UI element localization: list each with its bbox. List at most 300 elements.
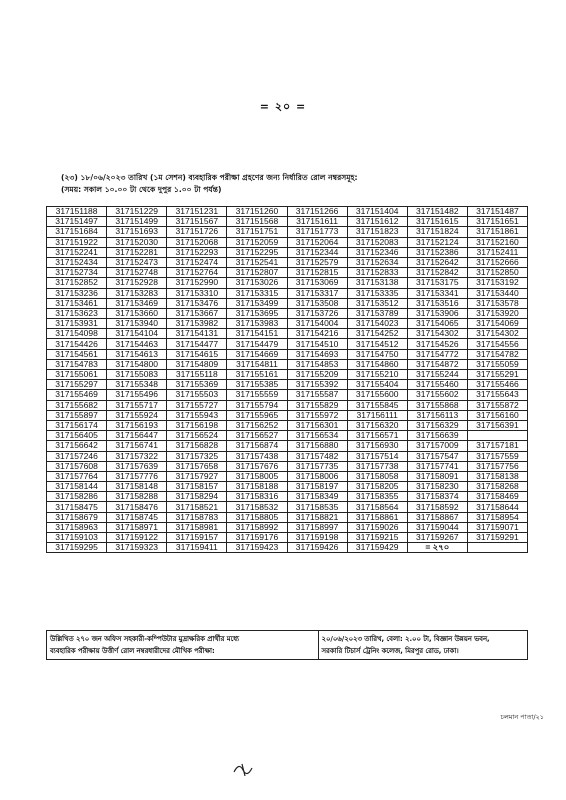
roll-number-cell: 317156524 [167,431,227,441]
roll-number-cell: 317151861 [467,227,527,237]
roll-number-cell: 317159426 [287,543,347,553]
table-row [47,257,528,267]
table-row [47,370,528,380]
roll-number-cell: 317159122 [107,533,167,543]
roll-number-cell: 317151824 [407,227,467,237]
roll-number-cell: 317153512 [347,298,407,308]
roll-number-cell: 317152541 [227,257,287,267]
roll-number-cell: 317155083 [107,370,167,380]
roll-number-cell: 317151404 [347,207,407,217]
table-row [47,237,528,247]
roll-number-cell: 317152434 [47,257,107,267]
roll-number-cell: 317154069 [467,319,527,329]
roll-number-cell: 317158867 [407,512,467,522]
roll-number-cell: 317158535 [287,502,347,512]
roll-number-cell: 317158821 [287,512,347,522]
roll-number-cell: 317158981 [167,522,227,532]
roll-number-cell: 317157658 [167,461,227,471]
roll-number-cell: 317158316 [227,492,287,502]
roll-number-cell: 317159429 [347,543,407,553]
notice-right-cell [318,631,527,660]
roll-number-cell: 317154302 [467,329,527,339]
roll-number-cell: 317152386 [407,247,467,257]
roll-number-cell: 317152295 [227,247,287,257]
roll-number-cell: 317158963 [47,522,107,532]
roll-number-cell: 317152833 [347,268,407,278]
roll-number-cell: 317155059 [467,359,527,369]
roll-number-cell: 317155460 [407,380,467,390]
roll-number-cell: 317153940 [107,319,167,329]
roll-number-cell: 317154693 [287,349,347,359]
roll-number-cell: 317151499 [107,217,167,227]
roll-number-cell: 317155587 [287,390,347,400]
table-row [47,543,528,553]
roll-number-cell: 317156160 [467,410,527,420]
roll-number-cell: 317152068 [167,237,227,247]
roll-number-cell: 317155297 [47,380,107,390]
roll-number-cell: 317155210 [347,370,407,380]
roll-number-cell: 317151773 [287,227,347,237]
table-row [47,227,528,237]
roll-number-cell: 317158532 [227,502,287,512]
roll-number-cell: 317152064 [287,237,347,247]
roll-number-cell: 317158006 [287,471,347,481]
roll-number-cell: 317152642 [407,257,467,267]
table-row [47,217,528,227]
table-row [47,329,528,339]
roll-number-cell: 317154131 [167,329,227,339]
roll-number-cell: 317158469 [467,492,527,502]
roll-number-cell: 317155600 [347,390,407,400]
roll-number-cell [467,543,527,553]
roll-number-cell: 317152990 [167,278,227,288]
roll-number-cell: 317157735 [287,461,347,471]
roll-number-cell: 317159176 [227,533,287,543]
roll-number-cell: 317158997 [287,522,347,532]
roll-number-cell: 317155244 [407,370,467,380]
roll-number-cell: 317157482 [287,451,347,461]
roll-number-cell: 317158521 [167,502,227,512]
roll-number-cell: 317153660 [107,308,167,318]
roll-number-cell: 317154853 [287,359,347,369]
roll-number-cell: 317158286 [47,492,107,502]
roll-number-cell: 317152293 [167,247,227,257]
roll-number-cell: 317155503 [167,390,227,400]
table-row [47,420,528,430]
roll-number-cell: 317155369 [167,380,227,390]
roll-number-cell: 317156639 [407,431,467,441]
roll-number-cell: 317155496 [107,390,167,400]
roll-number-cell: 317152346 [347,247,407,257]
roll-number-cell: 317151497 [47,217,107,227]
roll-number-cell [467,431,527,441]
roll-number-cell: 317154477 [167,339,227,349]
roll-number-cell: 317158005 [227,471,287,481]
roll-number-cell: 317154561 [47,349,107,359]
page-number: = ২০ = [259,100,307,113]
roll-number-cell: 317156571 [347,431,407,441]
roll-number-cell: 317158644 [467,502,527,512]
roll-number-cell: 317159198 [287,533,347,543]
roll-number-cell: 317153283 [107,288,167,298]
roll-number-cell: 317158288 [107,492,167,502]
roll-number-cell: 317154151 [227,329,287,339]
roll-number-cell: 317152734 [47,268,107,278]
roll-number-cell: 317158861 [347,512,407,522]
roll-number-cell: 317153623 [47,308,107,318]
table-row [47,400,528,410]
roll-number-cell: 317158592 [407,502,467,512]
roll-number-cell: 317158679 [47,512,107,522]
roll-number-cell: 317156320 [347,420,407,430]
table-row [47,410,528,420]
roll-number-cell: 317156301 [287,420,347,430]
roll-number-cell: 317155602 [407,390,467,400]
table-row [47,533,528,543]
notice-left-line-1: উল্লিখিত ২৭০ জন অফিস সহকারী-কম্পিউটার মুদ্রাক্ষরিক প্রার্থীর মধ্যে [50,635,240,643]
roll-number-cell: 317155682 [47,400,107,410]
roll-number-cell: 317154004 [287,319,347,329]
section-time-note: (সময়: সকাল ১০.০০ টা থেকে দুপুর ১.০০ টা পর্যন্ত) [61,185,222,194]
roll-number-cell: 317156198 [167,420,227,430]
notice-right-line-1: ২০/০৬/২০২৩ তারিখ, বেলা: ২.০০ টা, বিজ্ঞান উন্নয়ন ভবন, [321,635,490,643]
roll-number-cell: 317157514 [347,451,407,461]
roll-number-cell: 317157547 [407,451,467,461]
roll-number-cell: 317152124 [407,237,467,247]
roll-number-cell: 317158349 [287,492,347,502]
roll-number-cell: 317153726 [287,308,347,318]
roll-number-cell: 317151188 [47,207,107,217]
roll-number-cell: 317152083 [347,237,407,247]
roll-number-cell: 317152928 [107,278,167,288]
roll-number-cell: 317152160 [467,237,527,247]
roll-number-cell: 317155392 [287,380,347,390]
roll-number-cell: 317151229 [107,207,167,217]
roll-number-cell: 317158971 [107,522,167,532]
roll-number-cell: 317154426 [47,339,107,349]
roll-number-cell: 317154783 [47,359,107,369]
roll-number-cell: 317158564 [347,502,407,512]
roll-number-cell: = ২৭০ [407,543,467,553]
roll-number-cell: 317158783 [167,512,227,522]
roll-number-cell: 317157676 [227,461,287,471]
roll-number-cell: 317154302 [407,329,467,339]
roll-number-cell: 317157559 [467,451,527,461]
roll-number-cell: 317152666 [467,257,527,267]
roll-number-cell: 317153983 [227,319,287,329]
roll-number-cell: 317154750 [347,349,407,359]
roll-number-table [46,206,528,553]
table-row [47,349,528,359]
table-row [47,431,528,441]
roll-number-cell: 317155829 [287,400,347,410]
roll-number-cell: 317155209 [287,370,347,380]
table-row [47,482,528,492]
viva-notice-table [46,630,528,660]
roll-number-cell: 317153310 [167,288,227,298]
roll-number-cell: 317154615 [167,349,227,359]
table-row [47,390,528,400]
roll-number-cell: 317155872 [467,400,527,410]
roll-number-cell: 317152411 [467,247,527,257]
roll-number-cell: 317155291 [467,370,527,380]
roll-number-cell: 317156828 [167,441,227,451]
roll-number-cell: 317157181 [467,441,527,451]
roll-number-cell: 317152815 [287,268,347,278]
roll-number-cell: 317153317 [287,288,347,298]
roll-number-cell: 317152634 [347,257,407,267]
table-row [47,502,528,512]
table-row [47,247,528,257]
roll-number-cell: 317155385 [227,380,287,390]
roll-number-cell: 317155118 [167,370,227,380]
roll-number-cell: 317153920 [467,308,527,318]
roll-number-cell: 317154556 [467,339,527,349]
table-row [47,207,528,217]
continued-page-note: চলমান পাতা/২১ [500,713,544,721]
roll-number-cell: 317157764 [47,471,107,481]
table-row [47,308,528,318]
table-row [47,492,528,502]
roll-number-cell: 317158157 [167,482,227,492]
roll-number-cell: 317154613 [107,349,167,359]
roll-number-cell: 317154252 [347,329,407,339]
roll-number-cell: 317158992 [227,522,287,532]
roll-number-cell: 317154065 [407,319,467,329]
table-row [47,451,528,461]
roll-number-cell: 317154811 [227,359,287,369]
roll-number-cell: 317154800 [107,359,167,369]
roll-number-cell: 317158138 [467,471,527,481]
roll-number-cell: 317159291 [467,533,527,543]
roll-number-cell: 317153578 [467,298,527,308]
roll-number-cell: 317152344 [287,247,347,257]
roll-number-cell: 317159323 [107,543,167,553]
roll-number-cell: 317158230 [407,482,467,492]
roll-number-cell: 317158374 [407,492,467,502]
table-row [47,359,528,369]
table-row [47,288,528,298]
roll-number-cell: 317151612 [347,217,407,227]
roll-number-cell: 317158745 [107,512,167,522]
roll-number-cell: 317153469 [107,298,167,308]
roll-number-cell: 317153026 [227,278,287,288]
roll-number-cell: 317155161 [227,370,287,380]
roll-number-cell: 317151823 [347,227,407,237]
roll-number-cell: 317155348 [107,380,167,390]
roll-number-cell: 317159157 [167,533,227,543]
roll-number-cell: 317153341 [407,288,467,298]
roll-number-cell: 317158268 [467,482,527,492]
roll-number-cell: 317152241 [47,247,107,257]
roll-number-cell: 317156534 [287,431,347,441]
roll-number-cell: 317159026 [347,522,407,532]
roll-number-cell: 317158954 [467,512,527,522]
roll-number-cell: 317156329 [407,420,467,430]
roll-number-cell: 317151693 [107,227,167,237]
roll-number-cell: 317153461 [47,298,107,308]
roll-number-cell: 317156391 [467,420,527,430]
roll-number-cell: 317154772 [407,349,467,359]
roll-number-cell: 317156741 [107,441,167,451]
roll-number-cell: 317159423 [227,543,287,553]
table-row [47,339,528,349]
roll-number-cell: 317158058 [347,471,407,481]
roll-number-cell: 317158188 [227,482,287,492]
roll-number-cell: 317156111 [347,410,407,420]
roll-number-cell: 317153906 [407,308,467,318]
roll-number-cell: 317155897 [47,410,107,420]
roll-number-cell: 317158805 [227,512,287,522]
roll-number-cell: 317151487 [467,207,527,217]
roll-number-cell: 317154809 [167,359,227,369]
roll-number-cell: 317153236 [47,288,107,298]
roll-number-cell: 317157322 [107,451,167,461]
roll-number-cell: 317156447 [107,431,167,441]
roll-number-cell: 317151751 [227,227,287,237]
roll-number-cell: 317151266 [287,207,347,217]
roll-number-cell: 317157009 [407,441,467,451]
roll-number-cell: 317155061 [47,370,107,380]
signature-mark [230,760,260,778]
notice-right-line-2: সরকারি টিচার্স ট্রেনিং কলেজ, মিরপুর রোড, ঢাকা। [321,647,459,655]
table-row [47,268,528,278]
roll-number-cell: 317151726 [167,227,227,237]
roll-number-cell: 317156874 [227,441,287,451]
roll-number-cell: 317157756 [467,461,527,471]
roll-number-cell: 317155404 [347,380,407,390]
roll-number-cell: 317157325 [167,451,227,461]
roll-number-cell: 317154526 [407,339,467,349]
roll-number-cell: 317159215 [347,533,407,543]
roll-number-cell: 317158205 [347,482,407,492]
roll-number-cell: 317157776 [107,471,167,481]
roll-number-cell: 317154782 [467,349,527,359]
roll-number-cell: 317156113 [407,410,467,420]
roll-number-cell: 317154463 [107,339,167,349]
roll-number-cell: 317155965 [227,410,287,420]
roll-number-cell: 317152474 [167,257,227,267]
roll-number-cell: 317154669 [227,349,287,359]
roll-number-cell: 317155469 [47,390,107,400]
roll-number-cell: 317155845 [347,400,407,410]
roll-number-cell: 317151651 [467,217,527,227]
roll-number-cell: 317155794 [227,400,287,410]
roll-number-cell: 317152852 [47,278,107,288]
roll-number-cell: 317154098 [47,329,107,339]
roll-number-cell: 317158091 [407,471,467,481]
roll-number-cell: 317154479 [227,339,287,349]
roll-number-cell: 317154872 [407,359,467,369]
roll-number-cell: 317153192 [467,278,527,288]
roll-number-cell: 317158294 [167,492,227,502]
roll-number-cell: 317156174 [47,420,107,430]
roll-number-cell: 317152764 [167,268,227,278]
roll-number-cell: 317156193 [107,420,167,430]
roll-number-cell: 317153440 [467,288,527,298]
roll-number-cell: 317154023 [347,319,407,329]
roll-number-cell: 317156930 [347,441,407,451]
table-row [47,441,528,451]
roll-number-cell: 317153476 [167,298,227,308]
roll-number-cell: 317153667 [167,308,227,318]
roll-number-cell: 317155924 [107,410,167,420]
roll-number-cell: 317152850 [467,268,527,278]
roll-number-cell: 317159295 [47,543,107,553]
roll-number-cell: 317151260 [227,207,287,217]
roll-number-cell: 317159267 [407,533,467,543]
roll-number-cell: 317157738 [347,461,407,471]
section-heading: (২৩) ১৮/০৬/২০২৩ তারিখ (১ম সেশন) ব্যবহারিক পরীক্ষা গ্রহণের জন্য নির্ধারিত রোল নম্বরসমূহ: [61,173,358,182]
roll-number-cell: 317154216 [287,329,347,339]
roll-number-cell: 317152842 [407,268,467,278]
roll-number-cell: 317152059 [227,237,287,247]
roll-number-cell: 317153315 [227,288,287,298]
roll-number-cell: 317155466 [467,380,527,390]
roll-number-cell: 317156405 [47,431,107,441]
table-row [47,471,528,481]
roll-number-cell: 317151922 [47,237,107,247]
roll-number-cell: 317153508 [287,298,347,308]
table-row [47,461,528,471]
roll-number-cell: 317158355 [347,492,407,502]
roll-number-cell: 317154510 [287,339,347,349]
notice-left-cell [47,631,319,660]
roll-number-cell: 317155868 [407,400,467,410]
roll-number-cell: 317153982 [167,319,227,329]
table-row [47,319,528,329]
roll-number-cell: 317151615 [407,217,467,227]
roll-number-cell: 317151611 [287,217,347,227]
roll-number-cell: 317157438 [227,451,287,461]
roll-number-cell: 317156642 [47,441,107,451]
roll-number-cell: 317151684 [47,227,107,237]
roll-number-cell: 317153138 [347,278,407,288]
table-row [47,298,528,308]
roll-number-cell: 317152579 [287,257,347,267]
roll-number-cell: 317155559 [227,390,287,400]
roll-number-cell: 317156252 [227,420,287,430]
roll-number-cell: 317153175 [407,278,467,288]
table-row [47,278,528,288]
roll-number-cell: 317153695 [227,308,287,318]
table-row [47,522,528,532]
roll-number-cell: 317156527 [227,431,287,441]
roll-number-cell: 317158148 [107,482,167,492]
roll-number-cell: 317151568 [227,217,287,227]
roll-number-cell: 317151231 [167,207,227,217]
roll-number-cell: 317158476 [107,502,167,512]
roll-number-cell: 317157639 [107,461,167,471]
roll-number-cell: 317154860 [347,359,407,369]
roll-number-cell: 317159071 [467,522,527,532]
roll-number-cell: 317154512 [347,339,407,349]
roll-number-cell: 317157608 [47,461,107,471]
roll-number-cell: 317153789 [347,308,407,318]
roll-number-cell: 317157246 [47,451,107,461]
roll-number-cell: 317159411 [167,543,227,553]
roll-number-cell: 317151567 [167,217,227,227]
roll-number-cell: 317155972 [287,410,347,420]
roll-number-cell: 317153335 [347,288,407,298]
roll-number-cell: 317155643 [467,390,527,400]
roll-number-cell: 317152281 [107,247,167,257]
roll-number-cell: 317158197 [287,482,347,492]
roll-number-cell: 317153499 [227,298,287,308]
roll-number-cell: 317157927 [167,471,227,481]
table-row [47,380,528,390]
roll-number-cell: 317154104 [107,329,167,339]
